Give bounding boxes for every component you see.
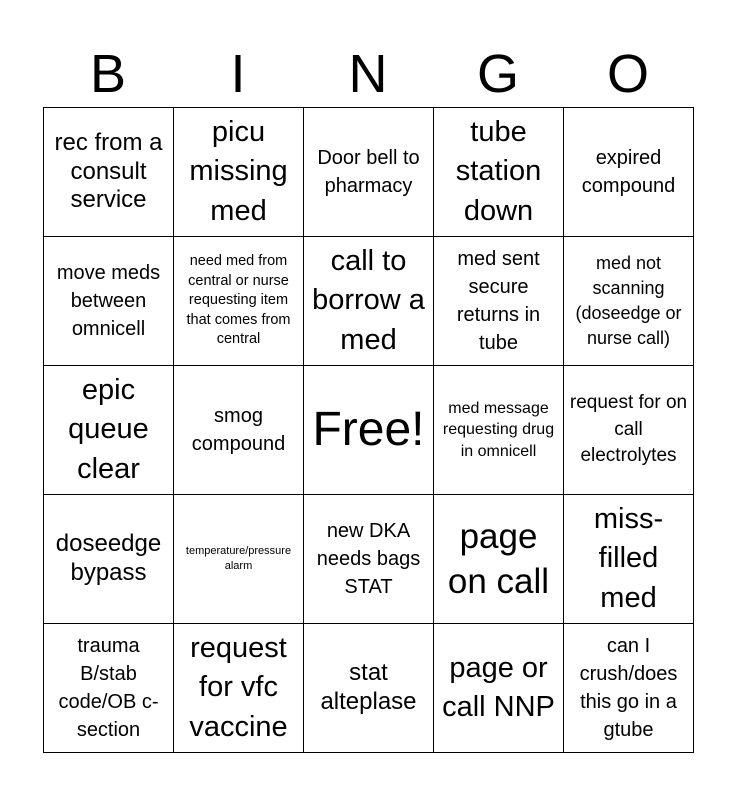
bingo-cell: med sent secure returns in tube (434, 237, 564, 366)
bingo-cell: expired compound (564, 108, 694, 237)
header-letter-o: O (606, 44, 649, 104)
bingo-cell: rec from a consult service (44, 108, 174, 237)
board-row (44, 366, 694, 495)
bingo-cell: tube station down (434, 108, 564, 237)
board-row (44, 624, 694, 753)
bingo-cell: epic queue clear (44, 366, 174, 495)
bingo-cell: miss-filled med (564, 495, 694, 624)
bingo-cell: call to borrow a med (304, 237, 434, 366)
bingo-cell: temperature/pressure alarm (174, 495, 304, 624)
header-letter-n: N (348, 44, 388, 104)
bingo-cell: need med from central or nurse requesting item that comes from central (174, 237, 304, 366)
bingo-cell: doseedge bypass (44, 495, 174, 624)
bingo-header (43, 40, 693, 108)
bingo-cell: page or call NNP (434, 624, 564, 753)
bingo-cell: page on call (434, 495, 564, 624)
bingo-cell: request for on call electrolytes (564, 366, 694, 495)
board-row (44, 237, 694, 366)
bingo-cell: picu missing med (174, 108, 304, 237)
header-letter-b: B (89, 44, 127, 104)
bingo-cell: Door bell to pharmacy (304, 108, 434, 237)
bingo-cell: smog compound (174, 366, 304, 495)
bingo-cell: new DKA needs bags STAT (304, 495, 434, 624)
bingo-cell: med message requesting drug in omnicell (434, 366, 564, 495)
bingo-cell: move meds between omnicell (44, 237, 174, 366)
free-space-cell: Free! (304, 366, 434, 495)
board-row (44, 495, 694, 624)
bingo-cell: trauma B/stab code/OB c-section (44, 624, 174, 753)
board-row (44, 108, 694, 237)
bingo-cell: can I crush/does this go in a gtube (564, 624, 694, 753)
bingo-cell: request for vfc vaccine (174, 624, 304, 753)
header-letter-g: G (476, 44, 519, 104)
bingo-cell: med not scanning (doseedge or nurse call) (564, 237, 694, 366)
bingo-board (43, 107, 694, 753)
header-letter-i: I (230, 44, 246, 104)
bingo-cell: stat alteplase (304, 624, 434, 753)
